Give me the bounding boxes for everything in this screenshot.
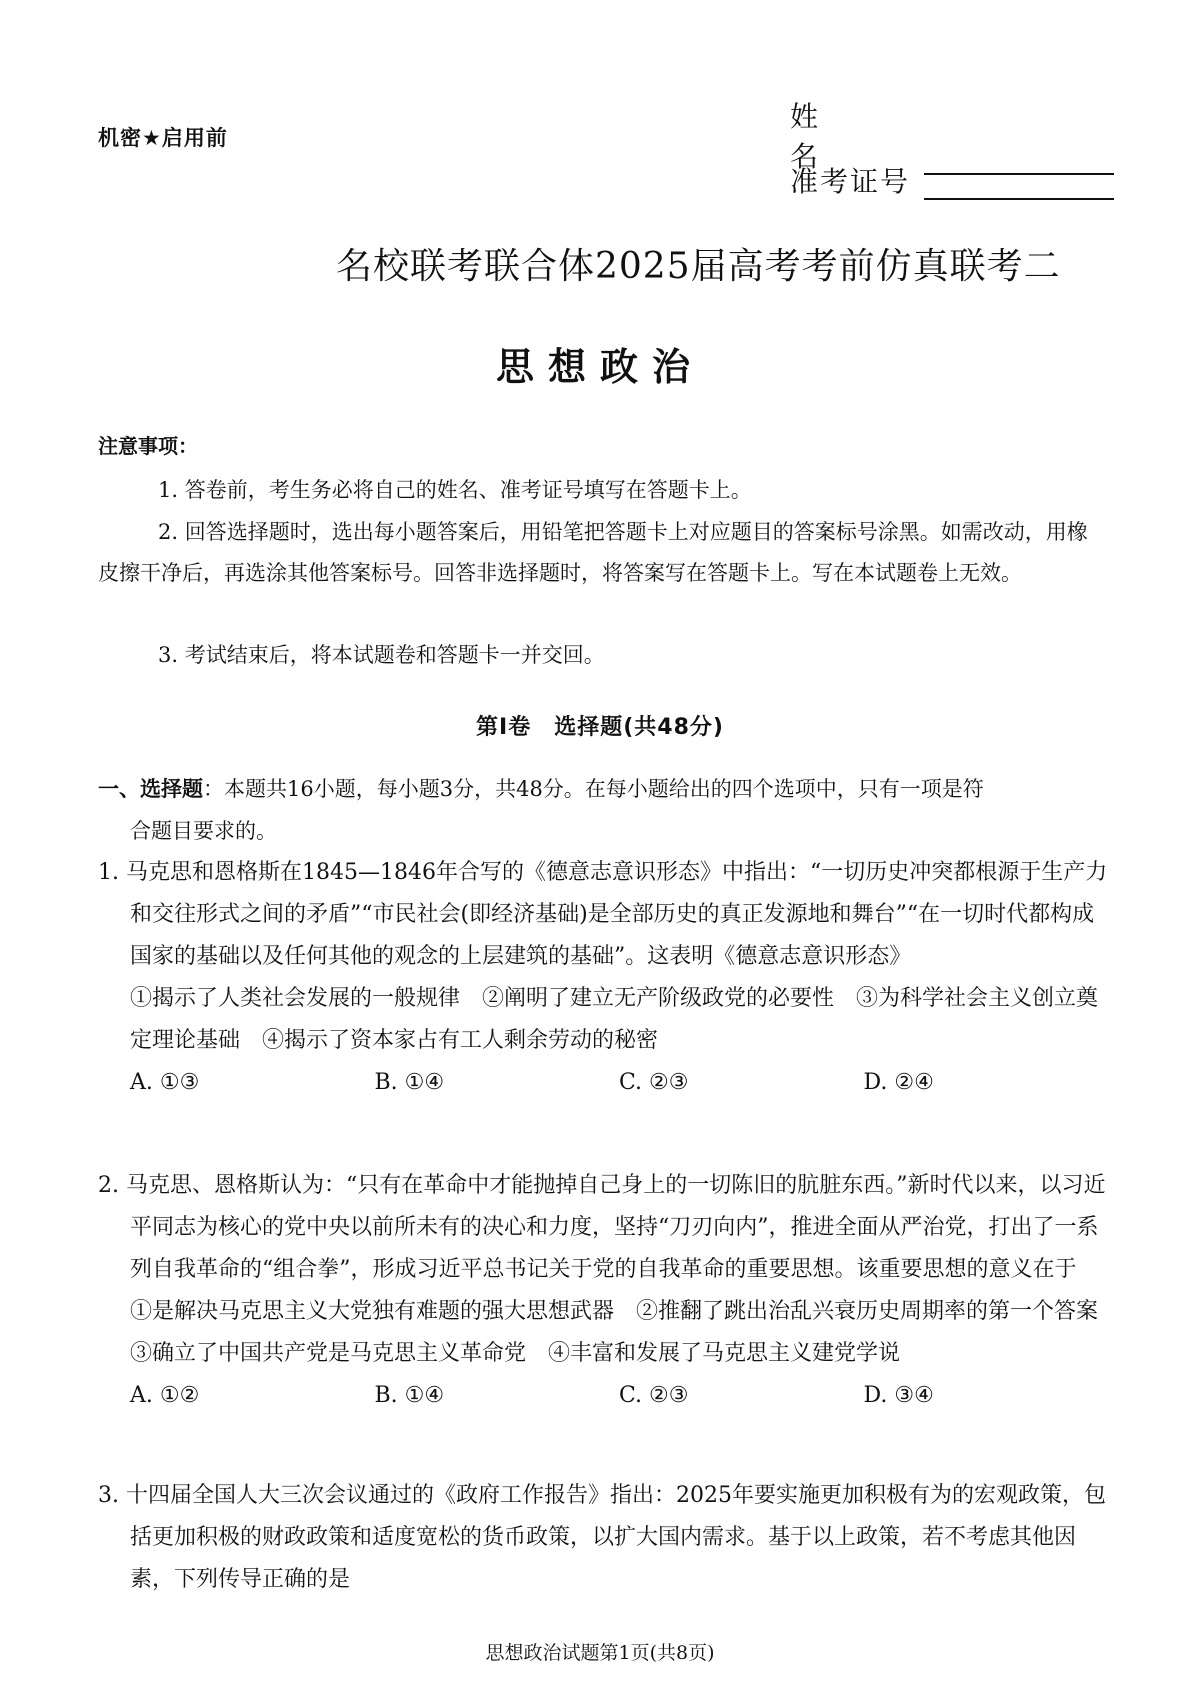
notes-heading: 注意事项： [98,434,198,458]
note-item: 3. 考试结束后，将本试题卷和答题卡一并交回。 [158,643,605,667]
choice-b[interactable]: B. ①④ [374,1070,445,1095]
choice-b[interactable]: B. ①④ [374,1383,445,1408]
part-instructions [98,768,1108,852]
answer-choices [98,1375,1108,1417]
choice-a[interactable]: A. ①③ [130,1070,200,1095]
question-stem: 2. 马克思、恩格斯认为：“只有在革命中才能抛掉自己身上的一切陈旧的肮脏东西。”新时代以来，以习近平同志为核心的党中央以前所未有的决心和力度，坚持“刀刃向内”，推进全面从严治党，打出了一系列自我革命的“组合拳”，形成习近平总书记关于党的自我革命的重要思想。该重要思想的意义在于 [98,1173,1106,1282]
answer-choices [98,1062,1108,1104]
confidential-mark: 机密★启用前 [98,126,228,150]
subject-title: 思想政治 [495,345,704,389]
page-footer: 思想政治试题第1页(共8页) [485,1642,715,1664]
question-statements: ①揭示了人类社会发展的一般规律 ②阐明了建立无产阶级政党的必要性 ③为科学社会主义创立奠定理论基础 ④揭示了资本家占有工人剩余劳动的秘密 [130,986,1099,1053]
exam-id-label: 准考证号 [790,165,911,198]
question-stem: 1. 马克思和恩格斯在1845—1846年合写的《德意志意识形态》中指出：“一切历史冲突都根源于生产力和交往形式之间的矛盾”“市民社会(即经济基础)是全部历史的真正发源地和舞台”“在一切时代都构成国家的基础以及任何其他的观念的上层建筑的基础”。这表明《德意志意识形态》 [98,860,1108,969]
choice-a[interactable]: A. ①② [130,1383,200,1408]
name-label: 姓名 [790,100,879,173]
question-stem: 3. 十四届全国人大三次会议通过的《政府工作报告》指出：2025年要实施更加积极有为的宏观政策，包括更加积极的财政政策和适度宽松的货币政策，以扩大国内需求。基于以上政策，若不考虑其他因素，下列传导正确的是 [98,1483,1106,1592]
choice-d[interactable]: D. ②④ [863,1070,934,1095]
question-1 [98,852,1108,1104]
note-item: 2. 回答选择题时，选出每小题答案后，用铅笔把答题卡上对应题目的答案标号涂黑。如需改动，用橡皮擦干净后，再选涂其他答案标号。回答非选择题时，将答案写在答题卡上。写在本试题卷上无效。 [98,520,1088,585]
question-statements: ①是解决马克思主义大党独有难题的强大思想武器 ②推翻了跳出治乱兴衰历史周期率的第一个答案 ③确立了中国共产党是马克思主义革命党 ④丰富和发展了马克思主义建党学说 [130,1299,1121,1366]
part-desc: ：本题共16小题，每小题3分，共48分。在每小题给出的四个选项中，只有一项是符 [203,777,984,801]
question-3 [98,1475,1108,1601]
part-desc-cont: 合题目要求的。 [130,819,277,843]
note-item: 1. 答卷前，考生务必将自己的姓名、准考证号填写在答题卡上。 [158,478,752,502]
choice-c[interactable]: C. ②③ [619,1383,689,1408]
part-label: 一、选择题 [98,777,203,801]
exam-id-field [790,160,1114,200]
exam-id-blank[interactable] [924,168,1114,200]
question-2 [98,1165,1121,1417]
exam-title: 名校联考联合体2025届高考考前仿真联考二 [336,246,1061,287]
choice-d[interactable]: D. ③④ [863,1383,934,1408]
choice-c[interactable]: C. ②③ [619,1070,689,1095]
section-heading: 第Ⅰ卷 选择题(共48分) [476,715,724,740]
